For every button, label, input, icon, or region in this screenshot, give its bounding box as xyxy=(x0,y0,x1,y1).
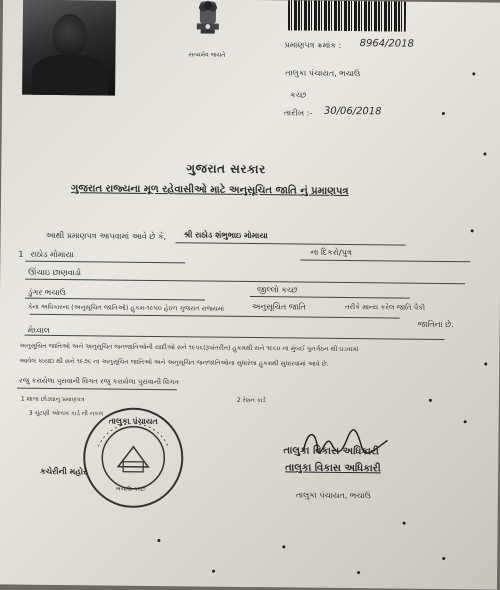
cert-no-label: પ્રમાણપત્ર ક્રમાંક : xyxy=(284,40,342,50)
order-text: કેના અધિકારના (અનુસૂચિત જાતિઓ) હુકમ-૧૯૫૦ હેઠળ ગુજરાત રાજ્યમાં xyxy=(27,302,225,313)
caste-category: અનુસૂચિત જાતિ xyxy=(251,302,306,312)
district: કચ્છ xyxy=(290,90,307,100)
relation-text: ના દિકરો/પુત્ર xyxy=(310,247,352,258)
taluka: ડુંગર ભચાઉ xyxy=(27,287,66,298)
line2-num: 1 xyxy=(18,249,24,259)
certificate-title: ગુજરાત રાજ્યના મૂળ રહેવાસીઓ માટે અનુસૂચિત જાતિ નું પ્રમાણપત્ર xyxy=(71,183,349,198)
village: ઊંચાઇ છાણવાડો xyxy=(28,267,82,278)
caste-suffix: જાતિના છે. xyxy=(417,319,454,330)
document-3: 3 ચુંટણી ઓળખ કાર્ડ ની નકલ xyxy=(28,409,104,418)
father-name: રાઠોડ મોમાયા xyxy=(30,249,74,260)
emblem-caption: સત્યમેવ જયતે xyxy=(188,51,226,59)
photo-body xyxy=(32,55,108,96)
seal-label: કચેરીની મહોર xyxy=(40,466,88,477)
seal-bottom-text: ભચાઉ કચ્છ xyxy=(115,485,146,493)
district-line: જીલ્લો કચ્છ xyxy=(256,285,298,295)
date-label: તારીખ :- xyxy=(283,108,313,118)
intro-text: આથી પ્રમાણપત્ર આપવામાં આવે છે કે, xyxy=(45,230,167,242)
applicant-photo xyxy=(22,0,116,96)
paragraph-2: આવેલ કાયદા થી સને ૧૯૭૬ ના અનુસૂચિત જાતિઓ અને અનુસૂચિત જનજાતિઓના સુધારેલા હુકમથી સુધારવામાં આવે છે. xyxy=(19,357,329,368)
photo-head xyxy=(52,14,86,56)
cert-no: 8964/2018 xyxy=(359,38,414,50)
govt-title: ગુજરાત સરકાર xyxy=(186,161,266,177)
signatory-title-stamp: તાલુકા વિકાસ અધિકારી xyxy=(285,462,381,475)
documents-heading: રજુ કરાયેલા પુરાવાની વિગત રજુ કરાયેલા પુરાવાની વિગત xyxy=(19,376,179,387)
seal-top-text: તાલુકા પંચાયત xyxy=(108,416,158,427)
national-emblem-icon xyxy=(185,0,232,48)
barcode xyxy=(288,0,406,31)
caste-name: મેઘ્વાલ xyxy=(27,325,50,335)
holder-name: શ્રી રાઠોડ શંભુભાઇ મોમાયા xyxy=(183,230,268,241)
document-2: 2 રેશન કાર્ડ xyxy=(236,396,266,405)
recognized-text: તરીકે માન્ય કરેલ જાતિ પૈકી xyxy=(344,302,426,312)
signatory-office: તાલુકા પંચાયત, ભચાઉ xyxy=(295,490,371,501)
office-name: તાલુકા પંચાયત, ભચાઉ xyxy=(285,68,361,79)
document-1: 1 શાળા છોડ્યાનુ પ્રમાણપત્ર xyxy=(20,395,85,404)
date-value: 30/06/2018 xyxy=(323,105,382,118)
signatory-title: તાલુકા વિકાસ અધિકારી xyxy=(283,445,379,458)
paragraph-1: અનુસૂચિત જાતિઓ અને અનુસૂચિત જનજાતિઓની યાદીઓ સને ૧૯૫૬(રૂપાંતરીત) હુકમથી સને ૧૯૬૦ ના મુંબઈ પુનર્ગઠન થી ઘડવામાં xyxy=(19,342,359,354)
